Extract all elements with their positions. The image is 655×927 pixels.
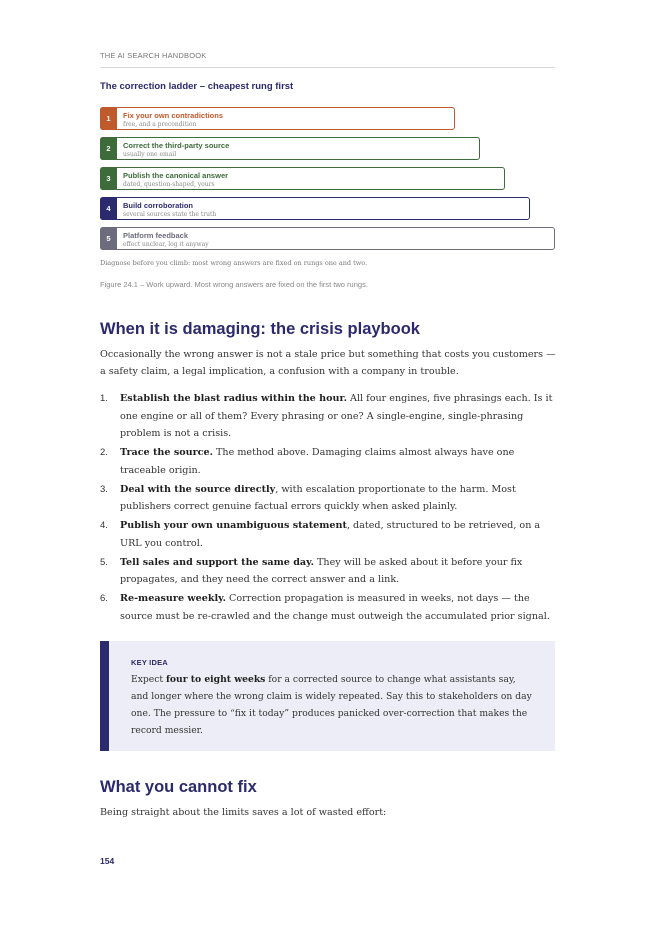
list-item	[100, 554, 557, 589]
figure-note: Diagnose before you climb: most wrong answers are fixed on rungs one and two.	[100, 259, 368, 267]
rung-number-badge: 3	[100, 167, 117, 190]
step-text: The method above. Damaging claims almost always have one traceable origin.	[120, 447, 515, 476]
step-text: All four engines, five phrasings each. Is it one engine or all of them? Every phrasing or one? A single-engine, single-phrasing problem is not a crisis.	[120, 393, 553, 439]
crisis-steps-list	[100, 390, 557, 627]
key-idea-text	[131, 671, 535, 739]
rung-label: Build corroboration	[123, 201, 193, 210]
step-text: They will be asked about it before your fix propagates, and they need the correct answer and a link.	[120, 556, 523, 585]
key-idea-text-end: for a corrected source to change what assistants say, and longer where the wrong claim is widely repeated. Say this to stakeholders on day one. The pressure to “fix it today” produces panicked over-correction that makes the record messier.	[131, 674, 532, 736]
key-idea-emphasis: four to eight weeks	[165, 674, 266, 685]
ladder-rung-2	[100, 137, 480, 160]
rung-note: usually one email	[123, 151, 177, 158]
key-idea-label: KEY IDEA	[131, 658, 168, 667]
rung-note: several sources state the truth	[123, 211, 217, 218]
step-lead: Establish the blast radius within the hour.	[120, 393, 347, 404]
figure-title: The correction ladder – cheapest rung first	[100, 81, 294, 92]
rung-number-badge: 4	[100, 197, 117, 220]
rung-label: Fix your own contradictions	[123, 111, 224, 120]
step-number: 4.	[100, 520, 108, 531]
step-text: , with escalation proportionate to the harm. Most publishers correct genuine factual errors quickly when asked plainly.	[120, 483, 516, 512]
step-number: 6.	[100, 593, 108, 604]
list-item	[100, 390, 557, 443]
rung-label: Platform feedback	[123, 231, 189, 240]
rung-label: Correct the third-party source	[123, 141, 230, 150]
step-number: 1.	[100, 393, 108, 404]
ladder-rung-3	[100, 167, 505, 190]
ladder-rung-4	[100, 197, 530, 220]
cannot-fix-intro: Being straight about the limits saves a lot of wasted effort:	[100, 807, 387, 818]
step-lead: Publish your own unambiguous statement	[120, 520, 347, 531]
crisis-heading: When it is damaging: the crisis playbook	[100, 320, 420, 338]
step-number: 2.	[100, 447, 108, 458]
page-number: 154	[100, 856, 115, 866]
cannot-fix-heading: What you cannot fix	[100, 778, 257, 796]
running-header: THE AI SEARCH HANDBOOK	[100, 51, 555, 68]
list-item	[100, 590, 557, 625]
rung-note: free, and a precondition	[123, 121, 197, 128]
crisis-intro: Occasionally the wrong answer is not a stale price but something that costs you customers — a safety claim, a legal implication, a confusion with a company in trouble.	[100, 349, 556, 377]
list-item	[100, 444, 557, 479]
step-number: 3.	[100, 483, 108, 495]
rung-number-badge: 1	[100, 107, 117, 130]
step-lead: Trace the source.	[120, 447, 213, 458]
figure-caption: Figure 24.1 – Work upward. Most wrong answers are fixed on the first two rungs.	[100, 280, 368, 289]
step-text: Correction propagation is measured in weeks, not days — the source must be re-crawled and the change must outweigh the accumulated prior signal.	[120, 593, 550, 622]
step-text: , dated, structured to be retrieved, on a URL you control.	[120, 520, 541, 549]
step-number: 5.	[100, 556, 108, 568]
list-item	[100, 481, 557, 516]
step-lead: Deal with the source directly	[120, 483, 276, 495]
step-lead: Re-measure weekly.	[120, 593, 226, 604]
ladder-rung-1	[100, 107, 455, 130]
rung-label: Publish the canonical answer	[123, 171, 229, 180]
rung-note: dated, question-shaped, yours	[123, 181, 215, 188]
rung-note: effect unclear, log it anyway	[123, 241, 209, 248]
rung-number-badge: 2	[100, 137, 117, 160]
list-item	[100, 517, 557, 552]
ladder-rung-5	[100, 227, 555, 250]
rung-number-badge: 5	[100, 227, 117, 250]
step-lead: Tell sales and support the same day.	[120, 556, 314, 568]
key-idea-text-start: Expect	[131, 674, 166, 685]
key-idea-callout	[100, 641, 555, 751]
